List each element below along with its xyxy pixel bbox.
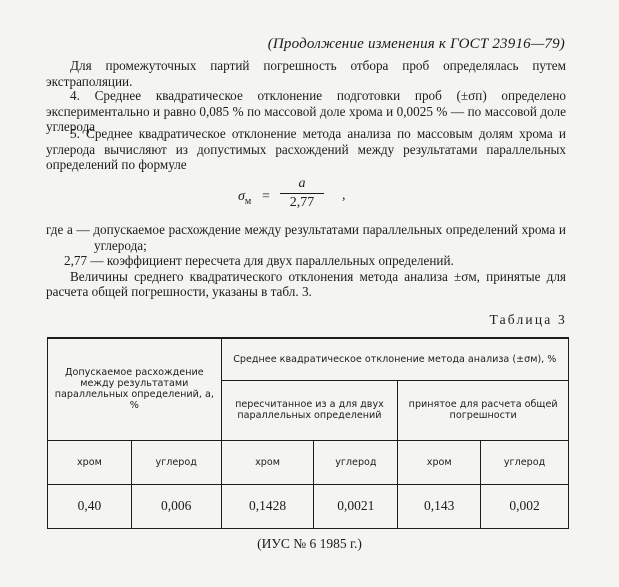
formula-denominator: 2,77 [289, 195, 315, 210]
definitions-block [46, 222, 566, 300]
formula-equals: = [262, 189, 270, 204]
unit-header: углерод [314, 440, 398, 484]
subheader-accepted: принятое для расчета общей погрешности [398, 380, 569, 440]
paragraph-4: 4. Среднее квадратическое отклонение подготовки проб (±σп) определено экспериментально и равно 0,085 % по массовой доле хрома и 0,0025 % — по массовой доле углерода [46, 88, 566, 134]
value-cell: 0,40 [48, 484, 132, 528]
value-cell: 0,002 [481, 484, 569, 528]
col-header-allowed-discrepancy: Допускаемое расхождение между результатами параллельных определений, a, % [48, 338, 222, 440]
fraction-bar [280, 193, 324, 194]
value-cell: 0,006 [131, 484, 221, 528]
table-title: Таблица 3 [489, 312, 567, 327]
page-footer: (ИУС № 6 1985 г.) [257, 536, 362, 551]
unit-header: хром [221, 440, 314, 484]
definition-277: 2,77 — коэффициент пересчета для двух параллельных определений. [64, 253, 454, 268]
subheader-recalculated: пересчитанное из a для двух параллельных определений [221, 380, 398, 440]
group-header-std-deviation: Среднее квадратическое отклонение метода анализа (±σм), % [221, 338, 568, 380]
unit-header: хром [48, 440, 132, 484]
formula [238, 176, 368, 216]
formula-lhs: $\sigma_м$ [238, 189, 252, 207]
page-header: (Продолжение изменения к ГОСТ 23916—79) [267, 36, 565, 52]
table-3 [47, 337, 569, 529]
unit-header: углерод [131, 440, 221, 484]
definition-a: где a — допускаемое расхождение между результатами параллельных определений хрома и углерода; [46, 222, 566, 253]
paragraph-extrapolation: Для промежуточных партий погрешность отбора проб определялась путем экстраполяции. [46, 58, 566, 89]
unit-header: углерод [481, 440, 569, 484]
formula-fraction [280, 176, 324, 211]
value-cell: 0,0021 [314, 484, 398, 528]
paragraph-table-ref: Величины среднего квадратического отклонения метода анализа ±σм, принятые для расчета общей погрешности, указаны в табл. 3. [46, 268, 566, 299]
value-cell: 0,143 [398, 484, 481, 528]
unit-header: хром [398, 440, 481, 484]
value-cell: 0,1428 [221, 484, 314, 528]
paragraph-5: 5. Среднее квадратическое отклонение метода анализа по массовым долям хрома и углерода вычисляют из допустимых расхождений между результатами параллельных определений по формуле [46, 126, 566, 172]
formula-trail: , [342, 188, 346, 203]
formula-numerator: a [298, 176, 306, 191]
